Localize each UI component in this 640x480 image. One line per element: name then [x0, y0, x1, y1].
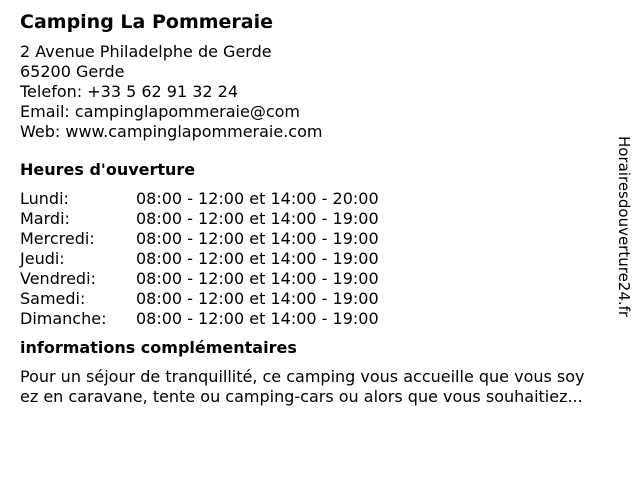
hours-times: 08:00 - 12:00 et 14:00 - 20:00: [136, 189, 379, 208]
hours-day: Lundi:: [20, 189, 69, 208]
phone-line: Telefon: +33 5 62 91 32 24: [20, 82, 239, 101]
hours-row: [20, 309, 379, 329]
hours-row: [20, 209, 379, 229]
business-card: [20, 10, 620, 407]
hours-row: [20, 249, 379, 269]
email-line: Email: campinglapommeraie@com: [20, 102, 301, 121]
site-watermark: Horairesdouverture24.fr: [615, 136, 633, 318]
opening-hours-table: [20, 189, 379, 329]
hours-day: Mardi:: [20, 209, 70, 228]
hours-row: [20, 189, 379, 209]
business-name: Camping La Pommeraie: [20, 11, 274, 33]
web-line: Web: www.campinglapommeraie.com: [20, 122, 323, 141]
hours-times: 08:00 - 12:00 et 14:00 - 19:00: [136, 289, 379, 308]
hours-day: Dimanche:: [20, 309, 107, 328]
hours-day: Samedi:: [20, 289, 86, 308]
hours-times: 08:00 - 12:00 et 14:00 - 19:00: [136, 249, 379, 268]
info-line-1: Pour un séjour de tranquillité, ce camping vous accueille que vous soy: [20, 367, 585, 386]
contact-block: [20, 42, 620, 142]
hours-row: [20, 229, 379, 249]
address-line-2: 65200 Gerde: [20, 62, 125, 81]
address-line-1: 2 Avenue Philadelphe de Gerde: [20, 42, 272, 61]
info-line-2: ez en caravane, tente ou camping-cars ou alors que vous souhaitiez...: [20, 387, 583, 406]
hours-day: Jeudi:: [20, 249, 65, 268]
hours-row: [20, 289, 379, 309]
hours-times: 08:00 - 12:00 et 14:00 - 19:00: [136, 309, 379, 328]
opening-hours-heading: Heures d'ouverture: [20, 160, 196, 179]
additional-info-text: [20, 367, 632, 407]
hours-times: 08:00 - 12:00 et 14:00 - 19:00: [136, 209, 379, 228]
hours-day: Vendredi:: [20, 269, 96, 288]
additional-info-heading: informations complémentaires: [20, 338, 297, 357]
hours-times: 08:00 - 12:00 et 14:00 - 19:00: [136, 269, 379, 288]
hours-times: 08:00 - 12:00 et 14:00 - 19:00: [136, 229, 379, 248]
hours-day: Mercredi:: [20, 229, 95, 248]
hours-row: [20, 269, 379, 289]
